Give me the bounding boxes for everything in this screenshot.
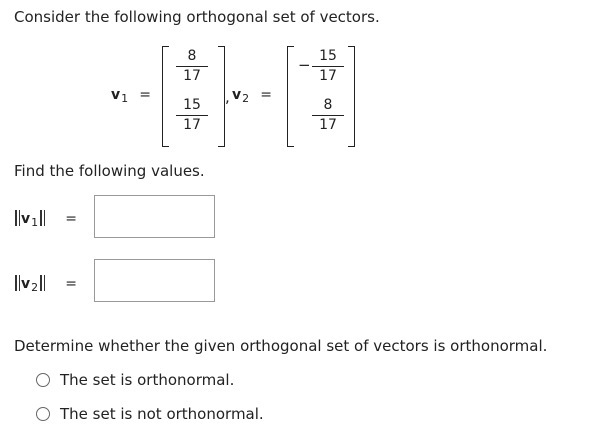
v1-entry-2-numerator: 15 xyxy=(183,97,201,113)
find-prompt: Find the following values. xyxy=(14,162,205,180)
option-not-orthonormal[interactable] xyxy=(36,405,264,423)
v2-name: v xyxy=(232,87,242,103)
norm-v2-label xyxy=(14,273,77,294)
determine-prompt: Determine whether the given orthogonal set of vectors is orthonormal. xyxy=(14,337,548,355)
vector-separator: , xyxy=(225,88,230,106)
fraction-bar xyxy=(176,66,208,67)
radio-button-icon[interactable] xyxy=(36,407,50,421)
norm-bar xyxy=(44,210,46,226)
norm-v1-input[interactable] xyxy=(94,195,215,238)
fraction-bar xyxy=(312,66,344,67)
v2-entry-1 xyxy=(310,48,346,85)
norm-v2-subscript: 2 xyxy=(31,281,39,294)
v1-subscript: 1 xyxy=(121,92,129,105)
v2-entry-2-numerator: 8 xyxy=(323,97,333,113)
norm-bar xyxy=(15,210,17,226)
norm-v1-label xyxy=(14,208,77,229)
v1-entry-1-numerator: 8 xyxy=(187,48,197,64)
norm-bar xyxy=(44,275,46,291)
v2-entry-1-denominator: 17 xyxy=(319,68,337,84)
v1-entry-1 xyxy=(174,48,210,85)
v2-subscript: 2 xyxy=(242,92,250,105)
norm-v1-subscript: 1 xyxy=(31,216,39,229)
v1-label xyxy=(111,84,151,105)
intro-text: Consider the following orthogonal set of vectors. xyxy=(14,8,380,26)
v1-left-bracket xyxy=(162,46,169,147)
norm-v2-name: v xyxy=(21,276,31,292)
fraction-bar xyxy=(312,115,344,116)
norm-bar xyxy=(19,210,21,226)
v2-entry-1-sign: − xyxy=(298,56,311,74)
option-not-orthonormal-label: The set is not orthonormal. xyxy=(60,405,264,423)
v2-entry-2 xyxy=(310,97,346,134)
v1-entry-1-denominator: 17 xyxy=(183,68,201,84)
v2-entry-2-denominator: 17 xyxy=(319,117,337,133)
v1-entry-2 xyxy=(174,97,210,134)
norm-v1-name: v xyxy=(21,211,31,227)
fraction-bar xyxy=(176,115,208,116)
option-orthonormal-label: The set is orthonormal. xyxy=(60,371,235,389)
norm-bar xyxy=(19,275,21,291)
norm-bar xyxy=(40,275,42,291)
option-orthonormal[interactable] xyxy=(36,371,234,389)
v1-equals: = xyxy=(139,87,151,103)
norm-v1-equals: = xyxy=(65,211,77,227)
v2-right-bracket xyxy=(348,46,355,147)
norm-v2-equals: = xyxy=(65,276,77,292)
v2-equals: = xyxy=(260,87,272,103)
v2-label xyxy=(232,84,272,105)
v1-entry-2-denominator: 17 xyxy=(183,117,201,133)
norm-v2-input[interactable] xyxy=(94,259,215,302)
v2-entry-1-numerator: 15 xyxy=(319,48,337,64)
radio-button-icon[interactable] xyxy=(36,373,50,387)
v1-name: v xyxy=(111,87,121,103)
norm-bar xyxy=(40,210,42,226)
norm-bar xyxy=(15,275,17,291)
v2-left-bracket xyxy=(287,46,294,147)
v1-right-bracket xyxy=(218,46,225,147)
